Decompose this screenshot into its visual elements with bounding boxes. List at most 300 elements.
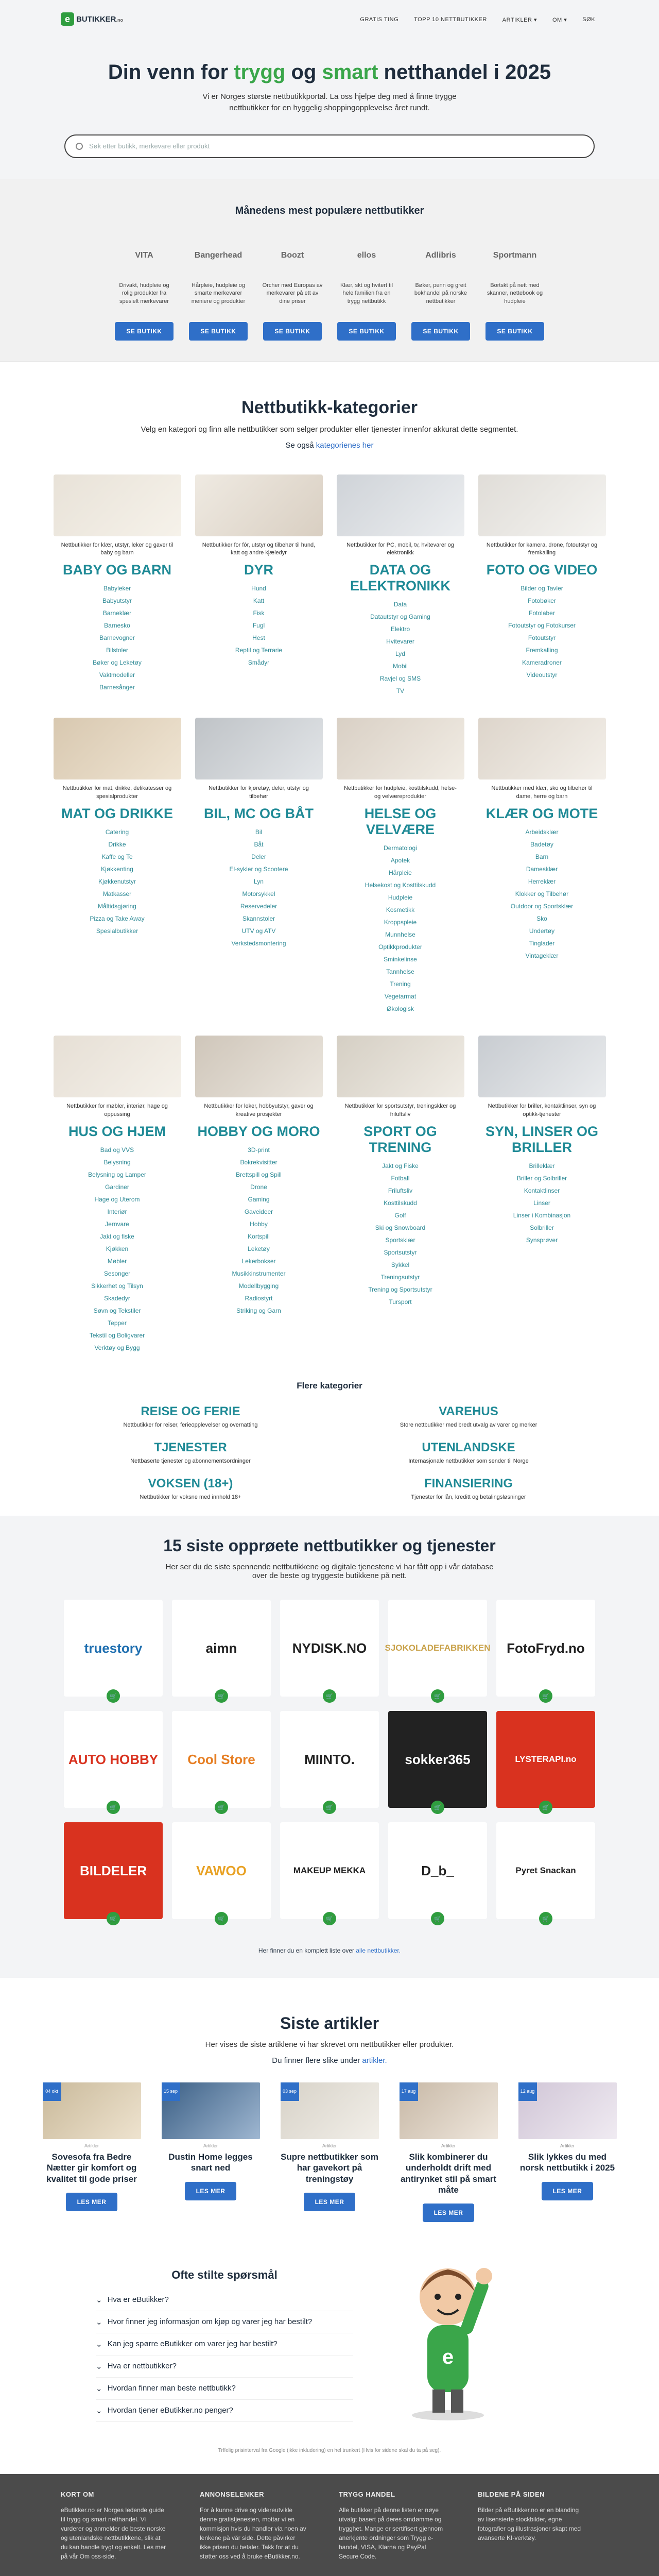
store-logo-text: D_b_ bbox=[421, 1862, 454, 1878]
article-image[interactable] bbox=[281, 2082, 379, 2139]
store-logo-tile[interactable] bbox=[64, 1822, 163, 1922]
category-link[interactable]: Kameradroner bbox=[522, 659, 562, 667]
category-card bbox=[54, 718, 181, 1015]
store-logo-tile[interactable] bbox=[280, 1822, 379, 1922]
category-link[interactable]: Bokrekvisitter bbox=[240, 1159, 278, 1166]
store-logo[interactable]: Sportmann bbox=[493, 250, 537, 260]
category-link[interactable]: Linser bbox=[533, 1199, 550, 1207]
category-image[interactable] bbox=[54, 718, 181, 779]
category-link[interactable]: Babyleker bbox=[103, 585, 131, 592]
articles-link[interactable]: artikler. bbox=[362, 2056, 387, 2065]
footer-column bbox=[478, 2490, 586, 2561]
latest-footer: Her finner du en komplett liste over alle nettbutikker. bbox=[258, 1947, 401, 1955]
footer-column-title: TRYGG HANDEL bbox=[339, 2490, 395, 2499]
nav-about[interactable]: OM ▾ bbox=[552, 17, 567, 23]
category-link[interactable]: Fisk bbox=[253, 609, 265, 617]
category-link[interactable]: Møbler bbox=[107, 1258, 127, 1265]
category-link[interactable]: Søvn og Tekstiler bbox=[93, 1307, 141, 1315]
category-link[interactable]: Treningsutstyr bbox=[380, 1274, 420, 1281]
faq-item[interactable] bbox=[96, 2311, 353, 2333]
category-link[interactable]: Barnevogner bbox=[99, 634, 135, 642]
article-card bbox=[400, 2082, 498, 2222]
more-category-title[interactable]: UTENLANDSKE bbox=[422, 1440, 515, 1455]
category-link[interactable]: Damesklær bbox=[526, 866, 558, 873]
articles-subtitle: Her vises de siste artiklene vi har skrevet om nettbutikker eller produkter. bbox=[205, 2040, 454, 2049]
more-category-description: Store nettbutikker med bredt utvalg av varer og merker bbox=[400, 1422, 537, 1429]
category-link[interactable]: Dermatologi bbox=[384, 844, 417, 852]
category-link[interactable]: Gaming bbox=[248, 1196, 270, 1204]
category-link[interactable]: Outdoor og Sportsklær bbox=[510, 903, 574, 910]
footer-column bbox=[200, 2490, 308, 2561]
category-link[interactable]: Linser i Kombinasjon bbox=[513, 1212, 571, 1219]
category-link[interactable]: Kjøkkenutstyr bbox=[98, 878, 136, 886]
category-link[interactable]: Økologisk bbox=[387, 1005, 414, 1013]
category-title[interactable]: HELSE OG VELVÆRE bbox=[364, 806, 437, 838]
category-link[interactable]: Bil bbox=[255, 828, 263, 836]
store-logo[interactable]: VITA bbox=[135, 250, 153, 260]
store-logo[interactable]: ellos bbox=[357, 250, 376, 260]
category-link[interactable]: Brilleklær bbox=[529, 1162, 555, 1170]
category-title[interactable]: BABY OG BARN bbox=[62, 562, 172, 578]
category-links bbox=[478, 826, 606, 962]
category-link[interactable]: Badetøy bbox=[530, 841, 553, 849]
category-description: Nettbutikker for leker, hobbyutstyr, gaver og kreative prosjekter bbox=[204, 1103, 314, 1117]
category-link[interactable]: Barnesko bbox=[104, 622, 130, 630]
category-card bbox=[195, 1036, 323, 1354]
more-category-description: Internasjonale nettbutikker som sender til Norge bbox=[408, 1458, 529, 1465]
category-title[interactable]: SYN, LINSER OG BRILLER bbox=[485, 1124, 599, 1156]
store-logo-tile[interactable] bbox=[496, 1822, 595, 1922]
category-description: Nettbutikker for sportsutstyr, treningsklær og friluftsliv bbox=[344, 1103, 456, 1117]
category-link[interactable]: Skadedyr bbox=[104, 1295, 130, 1302]
category-link[interactable]: Tepper bbox=[108, 1319, 127, 1327]
category-link[interactable]: Modellbygging bbox=[238, 1282, 279, 1290]
category-link[interactable]: Tursport bbox=[389, 1298, 412, 1306]
category-link[interactable]: Hudpleie bbox=[388, 894, 413, 902]
article-meta: Artikler bbox=[560, 2143, 575, 2149]
category-title[interactable]: HUS OG HJEM bbox=[68, 1124, 166, 1140]
category-link[interactable]: TV bbox=[396, 687, 405, 695]
nav-articles[interactable]: ARTIKLER ▾ bbox=[502, 17, 537, 23]
category-link[interactable]: Jakt og fiske bbox=[100, 1233, 134, 1241]
category-link[interactable]: Synsprøver bbox=[526, 1236, 558, 1244]
category-title[interactable]: KLÆR OG MOTE bbox=[485, 806, 598, 822]
category-link[interactable]: Radiostyrt bbox=[245, 1295, 273, 1302]
category-link[interactable]: Hund bbox=[251, 585, 266, 592]
category-link[interactable]: Jakt og Fiske bbox=[382, 1162, 419, 1170]
article-title[interactable]: Sovesofa fra Bedre Nætter gir komfort og kvalitet til gode priser bbox=[46, 2152, 137, 2184]
category-link[interactable]: Munnhelse bbox=[385, 931, 415, 939]
category-link[interactable]: Hobby bbox=[250, 1221, 268, 1228]
category-link[interactable]: Bilder og Tavler bbox=[521, 585, 563, 592]
category-link[interactable]: Drikke bbox=[108, 841, 126, 849]
see-store-button[interactable]: SE BUTIKK bbox=[263, 322, 321, 341]
all-stores-link[interactable]: alle nettbutikker. bbox=[356, 1947, 401, 1955]
see-store-button[interactable]: SE BUTIKK bbox=[337, 322, 395, 341]
more-category-description: Nettbutikker for voksne med innhold 18+ bbox=[140, 1494, 241, 1501]
category-link[interactable]: Vegetarmat bbox=[384, 993, 417, 1001]
category-card bbox=[54, 1036, 181, 1354]
article-date: 04 okt bbox=[43, 2082, 61, 2101]
logo[interactable] bbox=[61, 12, 123, 26]
store-logo-tile[interactable] bbox=[172, 1711, 271, 1811]
chevron-down-icon: ⌄ bbox=[96, 2296, 102, 2305]
article-card bbox=[162, 2082, 260, 2222]
articles-title: Siste artikler bbox=[280, 2014, 379, 2033]
category-link[interactable]: Interiør bbox=[107, 1208, 127, 1216]
category-title[interactable]: FOTO OG VIDEO bbox=[486, 562, 598, 578]
category-link[interactable]: Striking og Garn bbox=[236, 1307, 281, 1315]
category-image[interactable] bbox=[478, 718, 606, 779]
category-link[interactable]: Golf bbox=[394, 1212, 406, 1219]
article-image[interactable] bbox=[518, 2082, 617, 2139]
category-link[interactable]: Leketøy bbox=[248, 1245, 270, 1253]
read-more-button[interactable]: LES MER bbox=[423, 2204, 475, 2222]
popular-store-card bbox=[188, 238, 249, 341]
store-logo-tile[interactable] bbox=[496, 1711, 595, 1811]
category-image[interactable] bbox=[54, 474, 181, 536]
category-link[interactable]: Belysning og Lamper bbox=[88, 1171, 146, 1179]
category-link[interactable]: Gardiner bbox=[105, 1183, 129, 1191]
faq-item[interactable] bbox=[96, 2289, 353, 2311]
category-link[interactable]: Fotball bbox=[391, 1175, 410, 1182]
store-description: Orcher med Europas av merkevarer på ett av dine priser bbox=[262, 282, 323, 305]
faq-section bbox=[0, 2243, 659, 2474]
search-bar[interactable] bbox=[64, 134, 595, 158]
category-link[interactable]: Reservedeler bbox=[240, 903, 278, 910]
more-category bbox=[371, 1440, 566, 1464]
category-link[interactable]: Datautstyr og Gaming bbox=[370, 613, 430, 621]
see-store-button[interactable]: SE BUTIKK bbox=[115, 322, 173, 341]
categories-title: Nettbutikk-kategorier bbox=[241, 397, 418, 417]
cart-icon: 🛒 bbox=[107, 1689, 120, 1703]
cart-icon: 🛒 bbox=[431, 1912, 444, 1925]
more-category-title[interactable]: TJENESTER bbox=[154, 1440, 227, 1455]
category-link[interactable]: Vintageklær bbox=[525, 952, 559, 960]
faq-item[interactable] bbox=[96, 2333, 353, 2355]
more-category bbox=[93, 1404, 288, 1428]
category-card bbox=[478, 474, 606, 698]
search-input[interactable]: Søk etter butikk, merkevare eller produkt bbox=[89, 142, 210, 150]
category-link[interactable]: Herreklær bbox=[528, 878, 556, 886]
faq-question: Hvordan tjener eButikker.no penger? bbox=[107, 2406, 233, 2415]
category-link[interactable]: Data bbox=[393, 601, 407, 608]
categories-subtitle: Velg en kategori og finn alle nettbutikker som selger produkter eller tjenester innenfor akkurat dette segmentet. bbox=[141, 425, 518, 434]
popular-store-card bbox=[484, 238, 545, 341]
category-image[interactable] bbox=[54, 1036, 181, 1097]
category-link[interactable]: Sykkel bbox=[391, 1261, 410, 1269]
category-grid bbox=[0, 474, 659, 1375]
category-link[interactable]: Fotoutstyr og Fotokurser bbox=[508, 622, 576, 630]
category-description: Nettbutikker for møbler, interiør, hage og oppussing bbox=[66, 1103, 168, 1117]
category-description: Nettbutikker for PC, mobil, tv, hvitevarer og elektronikk bbox=[346, 541, 454, 556]
category-link[interactable]: Sesonger bbox=[103, 1270, 131, 1278]
category-title[interactable]: DYR bbox=[244, 562, 273, 578]
category-link[interactable]: Lyn bbox=[254, 878, 264, 886]
category-link[interactable]: Reptil og Terrarie bbox=[235, 647, 283, 654]
category-link[interactable]: 3D-print bbox=[248, 1146, 270, 1154]
category-link[interactable]: Briller og Solbriller bbox=[516, 1175, 567, 1182]
category-link[interactable]: Fotolaber bbox=[529, 609, 555, 617]
category-link[interactable]: Jernvare bbox=[105, 1221, 129, 1228]
category-description: Nettbutikker for klær, utstyr, leker og gaver til baby og barn bbox=[61, 541, 174, 556]
category-link[interactable]: Apotek bbox=[390, 857, 410, 865]
store-description: Drivakt, hudpleie og rolig produkter fra spesielt merkevarer bbox=[119, 282, 169, 305]
category-link[interactable]: Gaveideer bbox=[244, 1208, 273, 1216]
more-category-title[interactable]: VOKSEN (18+) bbox=[148, 1477, 233, 1491]
read-more-button[interactable]: LES MER bbox=[66, 2193, 118, 2211]
category-link[interactable]: Skannstoler bbox=[242, 915, 275, 923]
category-link[interactable]: Kaffe og Te bbox=[101, 853, 133, 861]
popular-store-card bbox=[410, 238, 471, 341]
more-category-title[interactable]: FINANSIERING bbox=[424, 1477, 513, 1491]
see-store-button[interactable]: SE BUTIKK bbox=[485, 322, 544, 341]
category-link[interactable]: Belysning bbox=[103, 1159, 131, 1166]
category-link[interactable]: Tekstil og Boligvarer bbox=[89, 1332, 145, 1340]
nav-search[interactable]: SØK bbox=[582, 16, 595, 23]
article-card bbox=[43, 2082, 141, 2222]
cart-icon: 🛒 bbox=[107, 1801, 120, 1814]
category-link[interactable]: Klokker og Tilbehør bbox=[515, 890, 569, 898]
category-link[interactable]: Båt bbox=[254, 841, 264, 849]
category-link[interactable]: Hvitevarer bbox=[386, 638, 414, 646]
category-link[interactable]: Deler bbox=[251, 853, 266, 861]
category-link[interactable]: Lyd bbox=[395, 650, 405, 658]
see-store-button[interactable]: SE BUTIKK bbox=[189, 322, 247, 341]
category-link[interactable]: Sportsklær bbox=[385, 1236, 415, 1244]
category-image[interactable] bbox=[337, 474, 464, 536]
article-title[interactable]: Dustin Home legges snart ned bbox=[168, 2152, 253, 2173]
category-links bbox=[54, 582, 181, 693]
category-title[interactable]: SPORT OG TRENING bbox=[363, 1124, 437, 1156]
cart-icon: 🛒 bbox=[539, 1912, 552, 1925]
category-link[interactable]: UTV og ATV bbox=[241, 927, 276, 935]
category-link[interactable]: Elektro bbox=[390, 625, 410, 633]
category-image[interactable] bbox=[195, 1036, 323, 1097]
category-link[interactable]: Solbriller bbox=[530, 1224, 554, 1232]
read-more-button[interactable]: LES MER bbox=[304, 2193, 356, 2211]
category-link[interactable]: Fremkalling bbox=[526, 647, 558, 654]
category-link[interactable]: Verkstedsmontering bbox=[231, 940, 286, 947]
more-category bbox=[371, 1404, 566, 1428]
store-logo-tile[interactable] bbox=[172, 1600, 271, 1700]
category-image[interactable] bbox=[195, 718, 323, 779]
category-link[interactable]: Barneklær bbox=[102, 609, 132, 617]
latest-stores bbox=[0, 1516, 659, 1978]
nav-free-stuff[interactable]: GRATIS TING bbox=[360, 16, 399, 23]
hero-title: Din venn for trygg og smart netthandel i 2025 bbox=[108, 61, 551, 83]
hero-intro: Vi er Norges største nettbutikkportal. La oss hjelpe deg med å finne trygge nettbutikker for en hyggelig shoppingopplevelse året rundt. bbox=[202, 92, 457, 112]
category-link[interactable]: Hårpleie bbox=[389, 869, 412, 877]
footer-column-text: Bilder på eButikker.no er en blanding av lisensierte stockbilder, egne fotografier og illustrasjoner skapt med avanserte KI-verktøy. bbox=[478, 2506, 581, 2542]
popular-title: Månedens mest populære nettbutikker bbox=[235, 205, 424, 216]
more-category-title[interactable]: VAREHUS bbox=[439, 1404, 498, 1419]
category-link[interactable]: Helsekost og Kosttilskudd bbox=[365, 882, 436, 889]
category-link[interactable]: Babyutstyr bbox=[102, 597, 132, 605]
category-link[interactable]: Catering bbox=[105, 828, 129, 836]
cart-icon: 🛒 bbox=[107, 1912, 120, 1925]
footer-column-text: Alle butikker på denne listen er nøye utvalgt basert på deres omdømme og trygghet. Mange er sertifisert gjennom anerkjente ordninger som Trygg e-handel, VISA, Klarna og PayPal Secure Code. bbox=[339, 2506, 443, 2561]
category-image[interactable] bbox=[195, 474, 323, 536]
nav-top10[interactable]: TOPP 10 NETTBUTIKKER bbox=[414, 16, 487, 23]
category-title[interactable]: DATA OG ELEKTRONIKK bbox=[350, 562, 450, 594]
category-links bbox=[54, 1144, 181, 1354]
category-link[interactable]: Ski og Snowboard bbox=[375, 1224, 426, 1232]
categories-link[interactable]: kategorienes her bbox=[316, 440, 374, 450]
article-title[interactable]: Slik kombinerer du underholdt drift med antirynket stil på smart måte bbox=[400, 2152, 497, 2195]
store-description: Hårpleie, hudpleie og smarte merkevarer meniere og produkter bbox=[191, 282, 246, 305]
category-link[interactable]: Trening og Sportsutstyr bbox=[368, 1286, 432, 1294]
hero bbox=[0, 58, 659, 179]
category-link[interactable]: Sportsutstyr bbox=[384, 1249, 417, 1257]
category-link[interactable]: Undertøy bbox=[529, 927, 555, 935]
category-link[interactable]: Barnesånger bbox=[99, 684, 135, 691]
category-link[interactable]: Kosttilskudd bbox=[384, 1199, 417, 1207]
more-category bbox=[371, 1477, 566, 1500]
store-logo-tile[interactable] bbox=[496, 1600, 595, 1700]
store-logo-tile[interactable] bbox=[280, 1600, 379, 1700]
store-logo[interactable]: Adlibris bbox=[425, 250, 456, 260]
category-link[interactable]: Videoutstyr bbox=[526, 671, 558, 679]
category-description: Nettbutikker med klær, sko og tilbehør til dame, herre og barn bbox=[491, 785, 593, 800]
article-image[interactable] bbox=[400, 2082, 498, 2139]
category-title[interactable]: BIL, MC OG BÅT bbox=[204, 806, 314, 822]
more-category-description: Nettbutikker for reiser, ferieopplevelser og overnatting bbox=[123, 1422, 258, 1429]
category-link[interactable]: Arbeidsklær bbox=[525, 828, 559, 836]
articles-section bbox=[0, 1978, 659, 2243]
category-description: Nettbutikker for kjøretøy, deler, utstyr og tilbehør bbox=[209, 785, 309, 800]
articles-more: Du finner flere slike under artikler. bbox=[272, 2056, 387, 2065]
category-link[interactable]: Sikkerhet og Tilsyn bbox=[91, 1282, 143, 1290]
article-title[interactable]: Slik lykkes du med norsk nettbutikk i 2025 bbox=[519, 2152, 615, 2173]
popular-stores bbox=[0, 179, 659, 362]
category-link[interactable]: Vaktmodeller bbox=[99, 671, 135, 679]
category-links bbox=[195, 1144, 323, 1317]
popular-store-card bbox=[114, 238, 175, 341]
category-link[interactable]: Smådyr bbox=[248, 659, 270, 667]
store-logo-tile[interactable] bbox=[280, 1711, 379, 1811]
store-description: Bortskt på nett med skanner, nettebook og hudpleie bbox=[487, 282, 543, 305]
read-more-button[interactable]: LES MER bbox=[185, 2182, 237, 2200]
category-link[interactable]: Hage og Uterom bbox=[94, 1196, 140, 1204]
category-link[interactable]: Ravjel og SMS bbox=[379, 675, 421, 683]
category-link[interactable]: Musikkinstrumenter bbox=[232, 1270, 286, 1278]
category-link[interactable]: Kroppspleie bbox=[384, 919, 417, 926]
faq-item[interactable] bbox=[96, 2378, 353, 2400]
popular-store-card bbox=[336, 238, 397, 341]
cart-icon: 🛒 bbox=[539, 1801, 552, 1814]
category-link[interactable]: Friluftsliv bbox=[388, 1187, 413, 1195]
search-icon bbox=[76, 143, 83, 150]
category-link[interactable]: Tinglader bbox=[529, 940, 555, 947]
article-image[interactable] bbox=[162, 2082, 260, 2139]
category-link[interactable]: Sko bbox=[536, 915, 547, 923]
category-link[interactable]: Lekerbokser bbox=[241, 1258, 276, 1265]
category-link[interactable]: Bøker og Leketøy bbox=[93, 659, 142, 667]
category-image[interactable] bbox=[337, 1036, 464, 1097]
category-link[interactable]: Barn bbox=[535, 853, 549, 861]
mascot-illustration bbox=[396, 2248, 499, 2423]
category-image[interactable] bbox=[478, 474, 606, 536]
category-link[interactable]: Tannhelse bbox=[386, 968, 414, 976]
cart-icon: 🛒 bbox=[539, 1689, 552, 1703]
category-card bbox=[195, 718, 323, 1015]
faq-item[interactable] bbox=[96, 2400, 353, 2422]
category-link[interactable]: Verktøy og Bygg bbox=[94, 1344, 140, 1352]
category-title[interactable]: MAT OG DRIKKE bbox=[61, 806, 173, 822]
read-more-button[interactable]: LES MER bbox=[542, 2182, 594, 2200]
faq-item[interactable] bbox=[96, 2355, 353, 2378]
category-card bbox=[337, 474, 464, 698]
category-link[interactable]: Kortspill bbox=[248, 1233, 270, 1241]
category-link[interactable]: Optikkprodukter bbox=[378, 943, 422, 951]
store-logo[interactable]: Bangerhead bbox=[194, 250, 242, 260]
category-link[interactable]: Fugl bbox=[252, 622, 265, 630]
category-link[interactable]: Fotobøker bbox=[528, 597, 556, 605]
store-logo-tile[interactable] bbox=[64, 1600, 163, 1700]
see-store-button[interactable]: SE BUTIKK bbox=[411, 322, 470, 341]
category-link[interactable]: Fotoutstyr bbox=[528, 634, 556, 642]
category-link[interactable]: Bad og VVS bbox=[100, 1146, 134, 1154]
category-link[interactable]: Sminkelinse bbox=[384, 956, 417, 963]
category-link[interactable]: Motorsykkel bbox=[242, 890, 275, 898]
article-date: 15 sep bbox=[162, 2082, 180, 2101]
main-nav bbox=[360, 16, 595, 23]
category-link[interactable]: Hest bbox=[252, 634, 265, 642]
header bbox=[0, 0, 659, 61]
category-card bbox=[478, 718, 606, 1015]
category-link[interactable]: Bilstoler bbox=[106, 647, 128, 654]
store-logo-tile[interactable] bbox=[388, 1711, 487, 1811]
store-logo-text: MAKEUP MEKKA bbox=[293, 1866, 366, 1876]
category-link[interactable]: Mobil bbox=[393, 663, 408, 670]
article-meta: Artikler bbox=[441, 2143, 456, 2149]
category-link[interactable]: Brettspill og Spill bbox=[236, 1171, 282, 1179]
category-image[interactable] bbox=[478, 1036, 606, 1097]
category-link[interactable]: Kontaktlinser bbox=[524, 1187, 560, 1195]
store-logo-text: SJOKOLADEFABRIKKEN bbox=[385, 1643, 491, 1653]
store-logo-tile[interactable] bbox=[388, 1822, 487, 1922]
category-link[interactable]: El-sykler og Scootere bbox=[229, 866, 288, 873]
store-logo-tile[interactable] bbox=[172, 1822, 271, 1922]
category-card bbox=[337, 718, 464, 1015]
chevron-down-icon: ⌄ bbox=[96, 2362, 102, 2371]
category-link[interactable]: Trening bbox=[390, 980, 411, 988]
store-logo[interactable]: Boozt bbox=[281, 250, 304, 260]
category-link[interactable]: Spesialbutikker bbox=[96, 927, 138, 935]
article-title[interactable]: Supre nettbutikker som har gavekort på treningstøy bbox=[281, 2152, 378, 2184]
category-link[interactable]: Måltidsgjøring bbox=[98, 903, 136, 910]
article-meta: Artikler bbox=[203, 2143, 218, 2149]
store-logo-text: BILDELER bbox=[80, 1862, 147, 1878]
category-links bbox=[195, 826, 323, 950]
cart-icon: 🛒 bbox=[215, 1801, 228, 1814]
category-link[interactable]: Pizza og Take Away bbox=[90, 915, 145, 923]
latest-title: 15 siste opprøete nettbutikker og tjenester bbox=[163, 1536, 496, 1555]
category-link[interactable]: Kjøkken bbox=[106, 1245, 129, 1253]
category-link[interactable]: Katt bbox=[253, 597, 265, 605]
category-title[interactable]: HOBBY OG MORO bbox=[197, 1124, 320, 1140]
store-logo-tile[interactable] bbox=[385, 1600, 491, 1700]
more-category-title[interactable]: REISE OG FERIE bbox=[141, 1404, 240, 1419]
category-link[interactable]: Kosmetikk bbox=[386, 906, 415, 914]
category-link[interactable]: Matkasser bbox=[102, 890, 132, 898]
category-link[interactable]: Kjøkkenting bbox=[101, 866, 133, 873]
store-logo-tile[interactable] bbox=[64, 1711, 163, 1811]
article-image[interactable] bbox=[43, 2082, 141, 2139]
category-link[interactable]: Drone bbox=[250, 1183, 267, 1191]
category-image[interactable] bbox=[337, 718, 464, 779]
